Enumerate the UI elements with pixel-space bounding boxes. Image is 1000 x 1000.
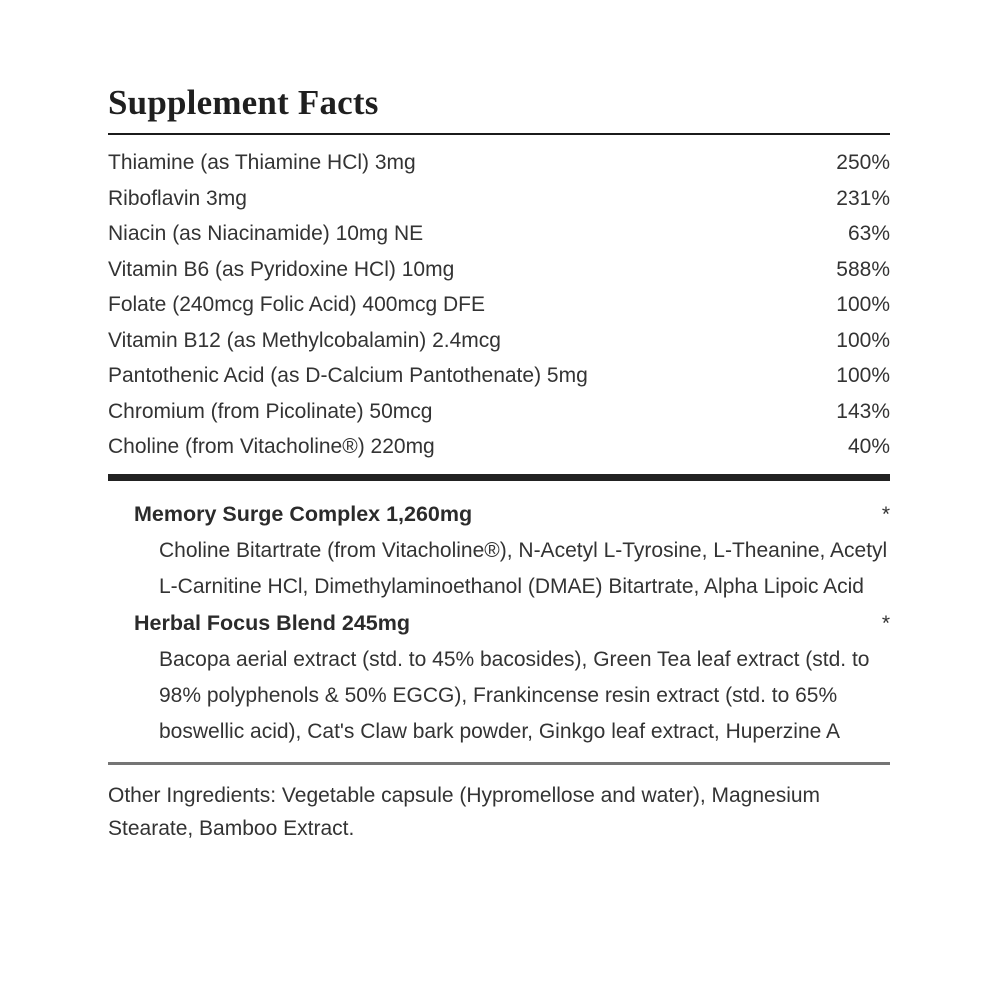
nutrient-label: Riboflavin 3mg [108,186,247,210]
nutrient-row [108,181,890,217]
nutrient-label: Folate (240mcg Folic Acid) 400mcg DFE [108,293,485,316]
nutrient-row [108,287,890,323]
nutrient-daily-value: 588% [836,257,890,281]
nutrient-table [108,145,890,465]
nutrient-row [108,145,890,181]
title-divider-rule [108,133,890,135]
nutrient-daily-value: 100% [836,364,890,387]
blend-ingredients-text: Bacopa aerial extract (std. to 45% bacosides), Green Tea leaf extract (std. to 98% polyphenols & 50% EGCG), Frankincense resin extract (std. to 65% boswellic acid), Cat's Claw bark powder, Ginkgo leaf extract, Huperzine A [159,647,870,743]
other-ingredients-text: Other Ingredients: Vegetable capsule (Hypromellose and water), Magnesium Stearate, Bamboo Extract. [108,783,821,840]
nutrient-label: Pantothenic Acid (as D-Calcium Pantothenate) 5mg [108,364,588,387]
footer-divider-rule [108,762,890,765]
nutrient-row [108,216,890,252]
nutrient-row [108,394,890,430]
nutrient-row [108,358,890,394]
nutrient-daily-value: 40% [847,435,890,458]
blend-header-row [108,496,890,533]
blend-daily-value-asterisk: * [881,611,890,635]
nutrient-daily-value: 100% [836,293,890,316]
section-divider-thick-rule [108,474,890,481]
blend-name: Herbal Focus Blend 245mg [134,610,410,635]
nutrient-row [108,323,890,359]
nutrient-label: Vitamin B6 (as Pyridoxine HCl) 10mg [108,257,455,281]
nutrient-label: Choline (from Vitacholine®) 220mg [108,435,435,458]
nutrient-daily-value: 231% [836,186,890,210]
nutrient-label: Chromium (from Picolinate) 50mcg [108,399,433,423]
blend-name: Memory Surge Complex 1,260mg [134,501,473,526]
supplement-facts-label [108,84,890,845]
nutrient-label: Niacin (as Niacinamide) 10mg NE [108,222,424,245]
blend-group [108,605,890,750]
blend-group [108,496,890,605]
blend-daily-value-asterisk: * [881,502,890,526]
nutrient-label: Vitamin B12 (as Methylcobalamin) 2.4mcg [108,328,501,352]
blend-ingredients-text: Choline Bitartrate (from Vitacholine®), N-Acetyl L-Tyrosine, L-Theanine, Acetyl L-Carnitine HCl, Dimethylaminoethanol (DMAE) Bitartrate, Alpha Lipoic Acid [159,538,888,598]
label-title: Supplement Facts [108,83,379,122]
nutrient-daily-value: 143% [836,399,890,423]
blend-header-row [108,605,890,642]
nutrient-row [108,252,890,288]
proprietary-blends-section [108,481,890,750]
nutrient-daily-value: 63% [847,222,890,245]
nutrient-daily-value: 100% [836,328,890,352]
nutrient-label: Thiamine (as Thiamine HCl) 3mg [108,151,416,174]
nutrient-daily-value: 250% [836,151,890,174]
nutrient-row [108,429,890,465]
